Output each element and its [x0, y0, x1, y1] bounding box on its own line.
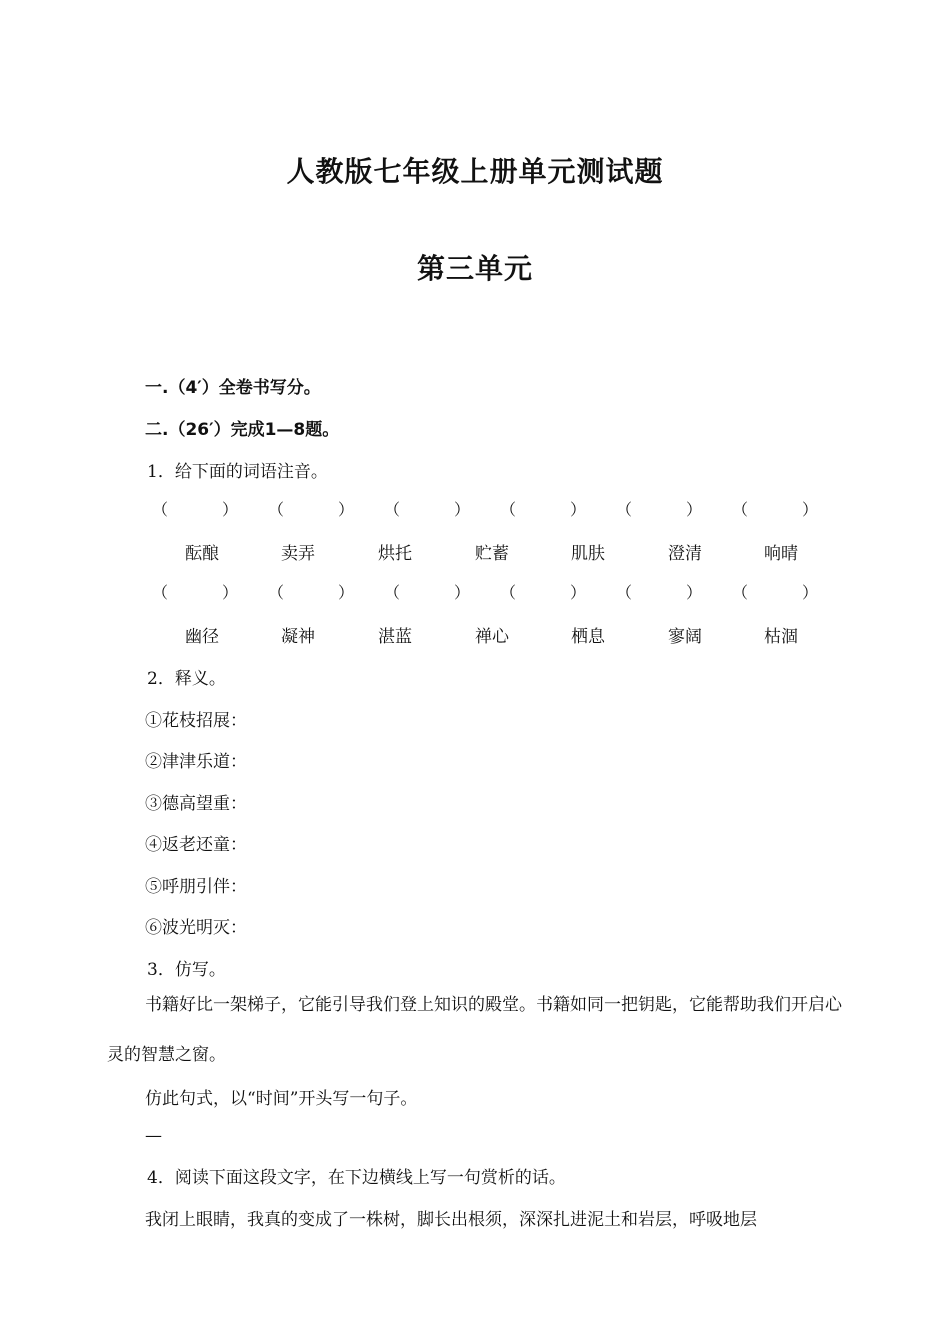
question-4-passage: 我闭上眼睛，我真的变成了一株树，脚长出根须，深深扎进泥土和岩层，呼吸地层 [145, 1210, 757, 1230]
vocab-word: 酝酿 [185, 544, 219, 564]
vocab-word: 卖弄 [281, 544, 315, 564]
paren-open: （ [732, 500, 749, 519]
paren-close: ） [454, 583, 471, 602]
paren-open: （ [616, 500, 633, 519]
question-4-label: 4．阅读下面这段文字，在下边横线上写一句赏析的话。 [147, 1168, 566, 1188]
definition-item-5: ⑤呼朋引伴： [145, 877, 247, 897]
vocab-word: 肌肤 [571, 544, 605, 564]
answer-blank-line: — [145, 1126, 162, 1146]
vocab-word: 幽径 [185, 627, 219, 647]
paren-close: ） [454, 500, 471, 519]
paren-close: ） [686, 500, 703, 519]
definition-item-3: ③德高望重： [145, 794, 247, 814]
definition-item-2: ②津津乐道： [145, 752, 247, 772]
question-1-label: 1．给下面的词语注音。 [147, 462, 328, 482]
vocab-word: 澄清 [668, 544, 702, 564]
definition-item-4: ④返老还童： [145, 835, 247, 855]
vocab-word: 贮蓄 [475, 544, 509, 564]
question-3-label: 3．仿写。 [147, 960, 226, 980]
question-2-label: 2．释义。 [147, 669, 226, 689]
definition-item-6: ⑥波光明灭： [145, 918, 247, 938]
vocab-word: 湛蓝 [378, 627, 412, 647]
vocab-word: 烘托 [378, 544, 412, 564]
paren-open: （ [152, 583, 169, 602]
section-1-heading: 一.（4′）全卷书写分。 [145, 378, 321, 398]
paren-open: （ [384, 500, 401, 519]
vocab-word: 凝神 [281, 627, 315, 647]
paren-open: （ [384, 583, 401, 602]
paren-open: （ [732, 583, 749, 602]
paren-close: ） [222, 583, 239, 602]
paren-close: ） [570, 583, 587, 602]
paren-open: （ [616, 583, 633, 602]
definition-item-1: ①花枝招展： [145, 711, 247, 731]
question-3-passage: 书籍好比一架梯子，它能引导我们登上知识的殿堂。书籍如同一把钥匙，它能帮助我们开启心灵的智慧之窗。 [107, 995, 842, 1065]
vocab-word: 寥阔 [668, 627, 702, 647]
paren-close: ） [338, 583, 355, 602]
paren-close: ） [338, 500, 355, 519]
paren-close: ） [802, 500, 819, 519]
vocab-word: 禅心 [475, 627, 509, 647]
paren-open: （ [500, 500, 517, 519]
document-title: 人教版七年级上册单元测试题 [286, 155, 664, 188]
vocab-word: 枯涸 [764, 627, 798, 647]
paren-open: （ [152, 500, 169, 519]
document-subtitle: 第三单元 [416, 252, 533, 285]
paren-close: ） [802, 583, 819, 602]
paren-open: （ [268, 500, 285, 519]
paren-close: ） [222, 500, 239, 519]
vocab-word: 栖息 [571, 627, 605, 647]
paren-close: ） [686, 583, 703, 602]
paren-open: （ [500, 583, 517, 602]
paren-close: ） [570, 500, 587, 519]
paren-open: （ [268, 583, 285, 602]
question-3-instruction: 仿此句式，以“时间”开头写一句子。 [145, 1089, 418, 1109]
section-2-heading: 二.（26′）完成1—8题。 [145, 420, 340, 440]
vocab-word: 响晴 [764, 544, 798, 564]
